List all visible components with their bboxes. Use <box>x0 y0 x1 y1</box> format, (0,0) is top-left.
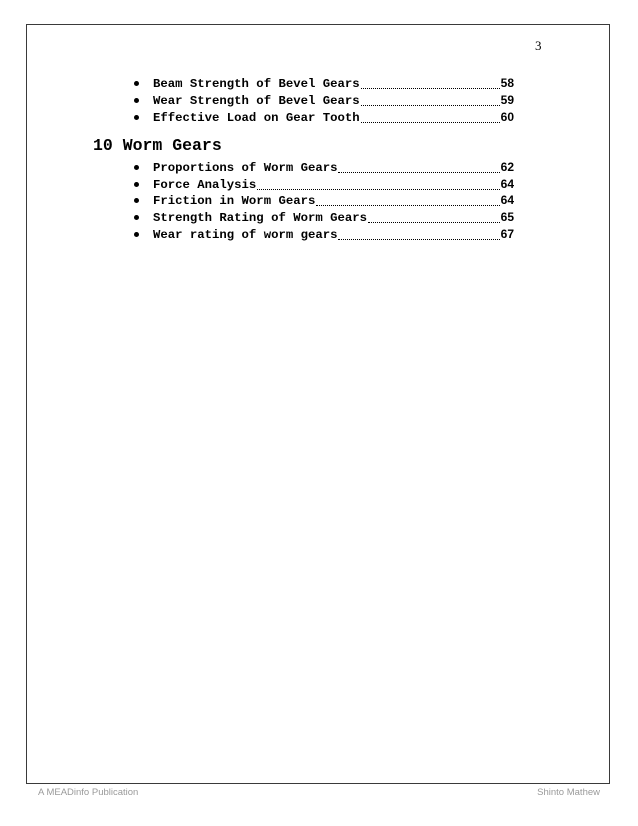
page-number: 3 <box>535 38 542 53</box>
toc-entry-page: 64 <box>500 193 514 207</box>
section-number: 10 <box>93 136 113 155</box>
toc-entry[interactable] <box>134 210 514 226</box>
toc-entry[interactable] <box>134 76 514 92</box>
toc-entry[interactable] <box>134 160 514 176</box>
toc-entry-page: 62 <box>500 160 514 174</box>
bullet-icon <box>134 81 139 86</box>
dot-leader <box>257 189 499 190</box>
bullet-icon <box>134 98 139 103</box>
toc-entry[interactable] <box>134 110 514 126</box>
section-heading[interactable] <box>93 136 222 155</box>
dot-leader <box>361 105 500 106</box>
bullet-icon <box>134 115 139 120</box>
toc-entry-page: 60 <box>500 110 514 124</box>
bullet-icon <box>134 198 139 203</box>
toc-entry-title: Wear Strength of Bevel Gears <box>153 94 360 108</box>
toc-entry[interactable] <box>134 227 514 243</box>
bullet-icon <box>134 165 139 170</box>
footer-publisher: A MEADinfo Publication <box>38 787 139 798</box>
toc-entry-title: Strength Rating of Worm Gears <box>153 211 368 225</box>
toc-entry[interactable] <box>134 177 514 193</box>
dot-leader <box>338 172 499 173</box>
section-title: Worm Gears <box>122 136 222 155</box>
bullet-icon <box>134 215 139 220</box>
toc-entry-page: 58 <box>500 76 514 90</box>
bullet-icon <box>134 182 139 187</box>
toc-entry-page: 67 <box>500 227 514 241</box>
toc-entry-page: 64 <box>500 177 514 191</box>
dot-leader <box>368 222 500 223</box>
toc-entry-title: Beam Strength of Bevel Gears <box>153 77 360 91</box>
toc-entry[interactable] <box>134 93 514 109</box>
toc-entry-page: 59 <box>500 93 514 107</box>
toc-entry-title: Effective Load on Gear Tooth <box>153 111 360 125</box>
dot-leader <box>361 88 500 89</box>
bullet-icon <box>134 232 139 237</box>
toc-entry-page: 65 <box>500 210 514 224</box>
dot-leader <box>338 239 499 240</box>
toc-entry-title: Force Analysis <box>153 178 257 192</box>
toc-entry-title: Friction in Worm Gears <box>153 194 316 208</box>
dot-leader <box>316 205 499 206</box>
dot-leader <box>361 122 500 123</box>
footer-author: Shinto Mathew <box>537 787 600 798</box>
toc-entry-title: Proportions of Worm Gears <box>153 161 338 175</box>
toc-entry-title: Wear rating of worm gears <box>153 228 338 242</box>
toc-entry[interactable] <box>134 193 514 209</box>
